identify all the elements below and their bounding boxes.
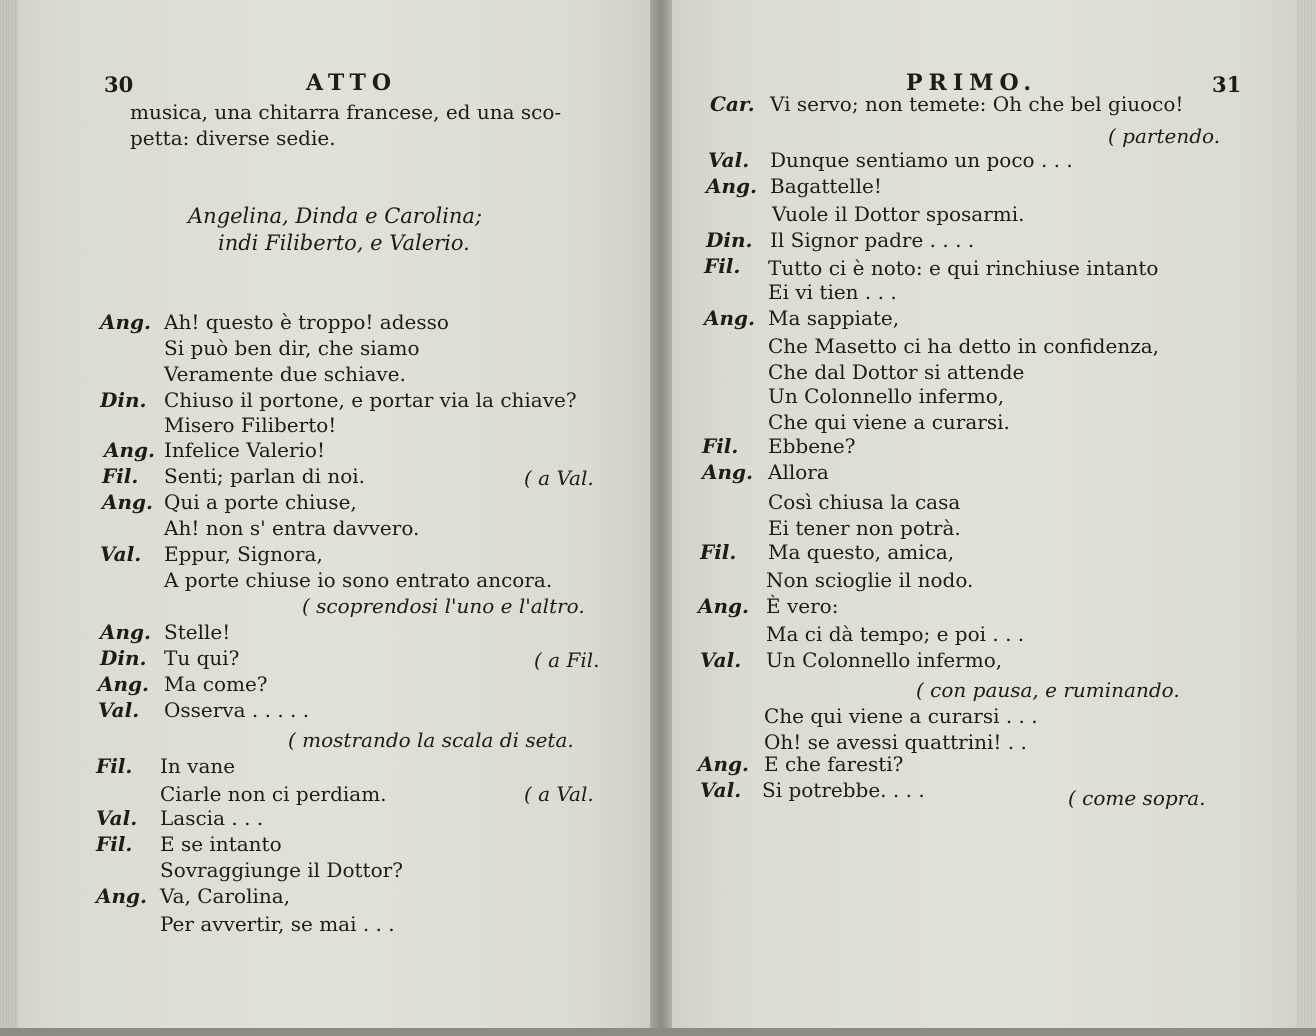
verse-line: Ma ci dà tempo; e poi . . . [766, 622, 1025, 646]
verse-line: Non scioglie il nodo. [766, 568, 974, 592]
speaker-label: Ang. [100, 620, 152, 644]
verse-line: Tu qui? [164, 646, 240, 670]
verse-line: Si può ben dir, che siamo [164, 336, 420, 360]
verse-line: Ma come? [164, 672, 268, 696]
right-page [672, 0, 1316, 1036]
verse-line: Infelice Valerio! [164, 438, 326, 462]
verse-line: Vuole il Dottor sposarmi. [772, 202, 1025, 226]
speaker-label: Fil. [96, 832, 133, 856]
speaker-label: Ang. [704, 306, 756, 330]
verse-line: Ma sappiate, [768, 306, 900, 330]
verse-line: Eppur, Signora, [164, 542, 323, 566]
verse-line: Un Colonnello infermo, [766, 648, 1003, 672]
verse-line: Bagattelle! [770, 174, 882, 198]
verse-line: Che qui viene a curarsi. [768, 410, 1010, 434]
verse-line: Che dal Dottor si attende [768, 360, 1025, 384]
speaker-label: Din. [100, 388, 147, 412]
stage-direction: ( mostrando la scala di seta. [288, 728, 574, 752]
verse-line: Ei vi tien . . . [768, 280, 897, 304]
speaker-label: Fil. [102, 464, 139, 488]
book-gutter [650, 0, 672, 1036]
speaker-label: Fil. [96, 754, 133, 778]
scene-heading: Angelina, Dinda e Carolina; [188, 204, 483, 228]
verse-line: Chiuso il portone, e portar via la chiave? [164, 388, 577, 412]
left-page [0, 0, 650, 1036]
speaker-label: Fil. [704, 254, 741, 278]
speaker-label: Val. [708, 148, 750, 172]
verse-line: In vane [160, 754, 236, 778]
verse-line: Tutto ci è noto: e qui rinchiuse intanto [768, 256, 1159, 280]
verse-line: Ebbene? [768, 434, 856, 458]
verse-line: Sovraggiunge il Dottor? [160, 858, 403, 882]
speaker-label: Din. [100, 646, 147, 670]
verse-line: Osserva . . . . . [164, 698, 310, 722]
speaker-label: Val. [700, 648, 742, 672]
speaker-label: Fil. [700, 540, 737, 564]
speaker-label: Ang. [102, 490, 154, 514]
verse-line: Lascia . . . [160, 806, 264, 830]
speaker-label: Car. [710, 92, 755, 116]
verse-line: Vi servo; non temete: Oh che bel giuoco! [770, 92, 1184, 116]
speaker-label: Ang. [698, 752, 750, 776]
verse-line: Qui a porte chiuse, [164, 490, 357, 514]
verse-line: Si potrebbe. . . . [762, 778, 925, 802]
verse-line: Va, Carolina, [160, 884, 291, 908]
verse-line: Veramente due schiave. [164, 362, 406, 386]
verse-line: Per avvertir, se mai . . . [160, 912, 395, 936]
left-page-number: 30 [104, 72, 134, 97]
speaker-label: Val. [96, 806, 138, 830]
verse-line: Che Masetto ci ha detto in confidenza, [768, 334, 1160, 358]
verse-line: Così chiusa la casa [768, 490, 961, 514]
stage-direction: ( a Val. [524, 782, 594, 806]
intro-line: petta: diverse sedie. [130, 126, 336, 150]
intro-line: musica, una chitarra francese, ed una sco- [130, 100, 562, 124]
speaker-label: Fil. [702, 434, 739, 458]
speaker-label: Din. [706, 228, 753, 252]
right-page-edge [1296, 0, 1316, 1036]
verse-line: E che faresti? [764, 752, 904, 776]
verse-line: Ciarle non ci perdiam. [160, 782, 387, 806]
speaker-label: Val. [700, 778, 742, 802]
verse-line: Ah! non s' entra davvero. [164, 516, 420, 540]
verse-line: Un Colonnello infermo, [768, 384, 1005, 408]
left-page-edge [0, 0, 18, 1036]
verse-line: Stelle! [164, 620, 231, 644]
speaker-label: Ang. [698, 594, 750, 618]
verse-line: Ma questo, amica, [768, 540, 955, 564]
verse-line: Senti; parlan di noi. [164, 464, 366, 488]
speaker-label: Ang. [98, 672, 150, 696]
verse-line: Il Signor padre . . . . [770, 228, 975, 252]
speaker-label: Ang. [96, 884, 148, 908]
right-page-number: 31 [1212, 72, 1242, 97]
stage-direction: ( come sopra. [1068, 786, 1206, 810]
verse-line: Oh! se avessi quattrini! . . [764, 730, 1027, 754]
stage-direction: ( a Val. [524, 466, 594, 490]
speaker-label: Ang. [702, 460, 754, 484]
verse-line: Ei tener non potrà. [768, 516, 961, 540]
speaker-label: Ang. [706, 174, 758, 198]
verse-line: Ah! questo è troppo! adesso [164, 310, 449, 334]
stage-direction: ( scoprendosi l'uno e l'altro. [302, 594, 585, 618]
verse-line: Che qui viene a curarsi . . . [764, 704, 1038, 728]
verse-line: E se intanto [160, 832, 282, 856]
speaker-label: Ang. [100, 310, 152, 334]
verse-line: A porte chiuse io sono entrato ancora. [164, 568, 553, 592]
speaker-label: Ang. [104, 438, 156, 462]
stage-direction: ( partendo. [1108, 124, 1221, 148]
speaker-label: Val. [100, 542, 142, 566]
stage-direction: ( con pausa, e ruminando. [916, 678, 1180, 702]
scene-heading: indi Filiberto, e Valerio. [218, 231, 470, 255]
verse-line: Misero Filiberto! [164, 413, 337, 437]
right-running-head: PRIMO. [906, 70, 1038, 96]
book-bottom-edge [0, 1028, 1316, 1036]
verse-line: Allora [768, 460, 829, 484]
stage-direction: ( a Fil. [534, 648, 600, 672]
speaker-label: Val. [98, 698, 140, 722]
verse-line: È vero: [766, 594, 839, 618]
left-running-head: ATTO [306, 70, 397, 96]
verse-line: Dunque sentiamo un poco . . . [770, 148, 1073, 172]
